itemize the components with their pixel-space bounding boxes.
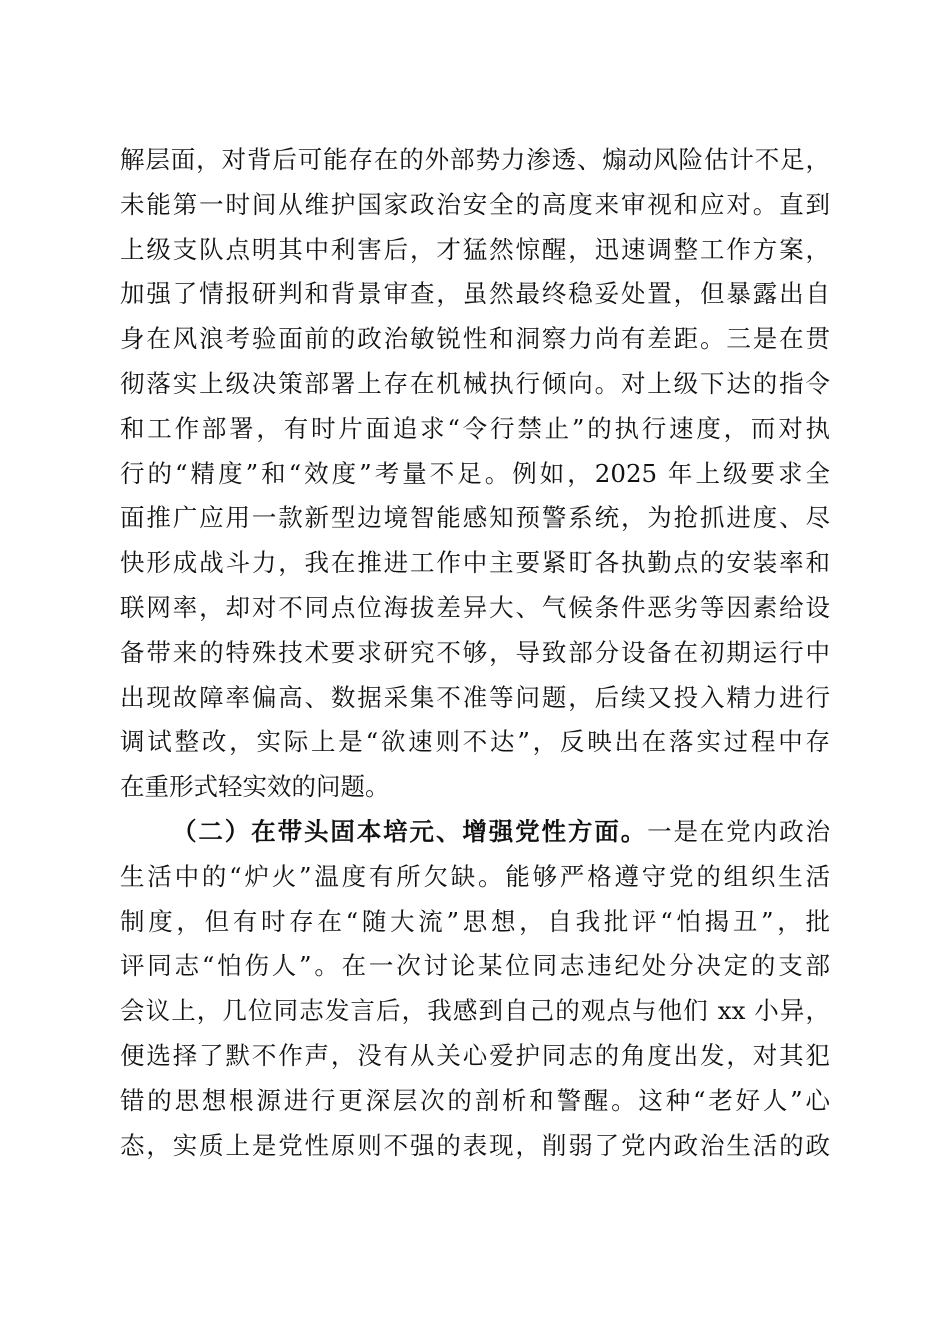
text-line: 调试整改，实际上是“欲速则不达”，反映出在落实过程中存 xyxy=(120,727,830,757)
text-line: 便选择了默不作声，没有从关心爱护同志的角度出发，对其犯 xyxy=(120,1040,830,1070)
text-span: 一是在党内政治 xyxy=(647,816,830,846)
text-line: 态，实质上是党性原则不强的表现，削弱了党内政治生活的政 xyxy=(120,1130,830,1160)
text-line: 出现故障率偏高、数据采集不准等问题，后续又投入精力进行 xyxy=(120,682,830,712)
text-line: 错的思想根源进行更深层次的剖析和警醒。这种“老好人”心 xyxy=(120,1085,830,1115)
text-line: 和工作部署，有时片面追求“令行禁止”的执行速度，而对执 xyxy=(120,413,830,443)
text-line: 彻落实上级决策部署上存在机械执行倾向。对上级下达的指令 xyxy=(120,368,830,398)
text-line: 上级支队点明其中利害后，才猛然惊醒，迅速调整工作方案， xyxy=(120,234,830,264)
paragraph-2 xyxy=(120,810,830,1168)
text-line: 行的“精度”和“效度”考量不足。例如，2025 年上级要求全 xyxy=(120,458,830,488)
text-line: 解层面，对背后可能存在的外部势力渗透、煽动风险估计不足， xyxy=(120,145,830,174)
text-line: 快形成战斗力，我在推进工作中主要紧盯各执勤点的安装率和 xyxy=(120,548,830,578)
text-line: 制度，但有时存在“随大流”思想，自我批评“怕揭丑”，批 xyxy=(120,906,830,936)
text-line: 联网率，却对不同点位海拔差异大、气候条件恶劣等因素给设 xyxy=(120,592,830,622)
text-line: 身在风浪考验面前的政治敏锐性和洞察力尚有差距。三是在贯 xyxy=(120,324,830,354)
paragraph-2-first-line xyxy=(120,810,830,855)
text-line: 备带来的特殊技术要求研究不够，导致部分设备在初期运行中 xyxy=(120,637,830,667)
text-line: 加强了情报研判和背景审查，虽然最终稳妥处置，但暴露出自 xyxy=(120,279,830,309)
text-line: 生活中的“炉火”温度有所欠缺。能够严格遵守党的组织生活 xyxy=(120,861,830,891)
text-line: 在重形式轻实效的问题。 xyxy=(120,772,390,802)
text-line: 未能第一时间从维护国家政治安全的高度来审视和应对。直到 xyxy=(120,189,830,219)
paragraph-1 xyxy=(120,138,830,810)
text-line: 评同志“怕伤人”。在一次讨论某位同志违纪处分决定的支部 xyxy=(120,951,830,981)
section-heading: （二）在带头固本培元、增强党性方面。 xyxy=(172,816,648,846)
text-line: 面推广应用一款新型边境智能感知预警系统，为抢抓进度、尽 xyxy=(120,503,830,533)
text-line: 会议上，几位同志发言后，我感到自己的观点与他们 xx 小异， xyxy=(120,996,830,1026)
document-body xyxy=(120,138,830,1168)
